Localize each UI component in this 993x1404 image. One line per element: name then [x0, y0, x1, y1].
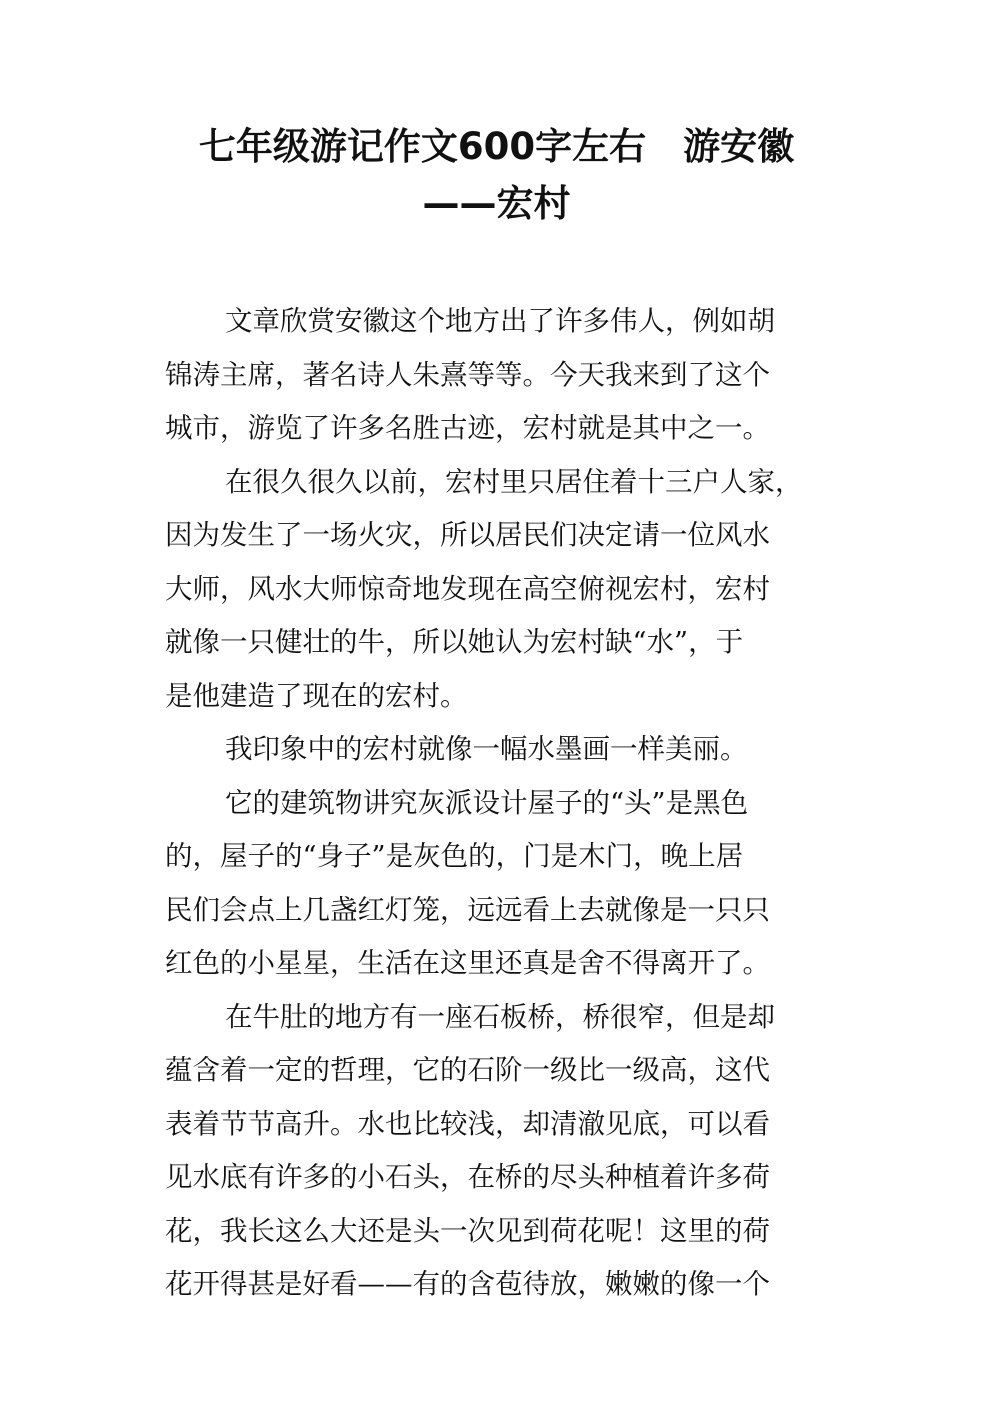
body-line: 的，屋子的“身子”是灰色的，门是木门，晚上居 [165, 840, 744, 872]
body-line: 我印象中的宏村就像一幅水墨画一样美丽。 [225, 733, 748, 765]
body-line: 它的建筑物讲究灰派设计屋子的“头”是黑色 [225, 786, 749, 819]
body-line: 花开得甚是好看——有的含苞待放，嫩嫩的像一个 [165, 1268, 770, 1300]
body-line: 锦涛主席，著名诗人朱熹等等。今天我来到了这个 [165, 358, 770, 391]
body-line: 大师，风水大师惊奇地发现在高空俯视宏村，宏村 [165, 572, 770, 605]
body-line: 在很久很久以前，宏村里只居住着十三户人家， [225, 465, 803, 498]
body-line: 是他建造了现在的宏村。 [165, 679, 468, 712]
title-line: 七年级游记作文600字左右 游安徽 [198, 125, 795, 168]
document-title [120, 118, 873, 232]
body-line: 因为发生了一场火灾，所以居民们决定请一位风水 [165, 519, 770, 551]
body-line: 蕴含着一定的哲理，它的石阶一级比一级高，这代 [165, 1054, 770, 1086]
body-line: 就像一只健壮的牛，所以她认为宏村缺“水”，于 [165, 626, 744, 658]
body-line: 城市，游览了许多名胜古迹，宏村就是其中之一。 [165, 412, 770, 444]
body-line: 见水底有许多的小石头，在桥的尽头种植着许多荷 [165, 1161, 770, 1193]
body-line: 红色的小星星，生活在这里还真是舍不得离开了。 [165, 947, 770, 979]
title-line: ——宏村 [422, 182, 571, 225]
body-line: 表着节节高升。水也比较浅，却清澈见底，可以看 [165, 1107, 770, 1140]
body-line: 文章欣赏安徽这个地方出了许多伟人，例如胡 [225, 305, 775, 337]
body-line: 民们会点上几盏红灯笼，远远看上去就像是一只只 [165, 893, 770, 926]
body-line: 在牛肚的地方有一座石板桥，桥很窄，但是却 [225, 1000, 775, 1033]
document-body [165, 295, 835, 1312]
body-line: 花，我长这么大还是头一次见到荷花呢！这里的荷 [165, 1214, 770, 1247]
